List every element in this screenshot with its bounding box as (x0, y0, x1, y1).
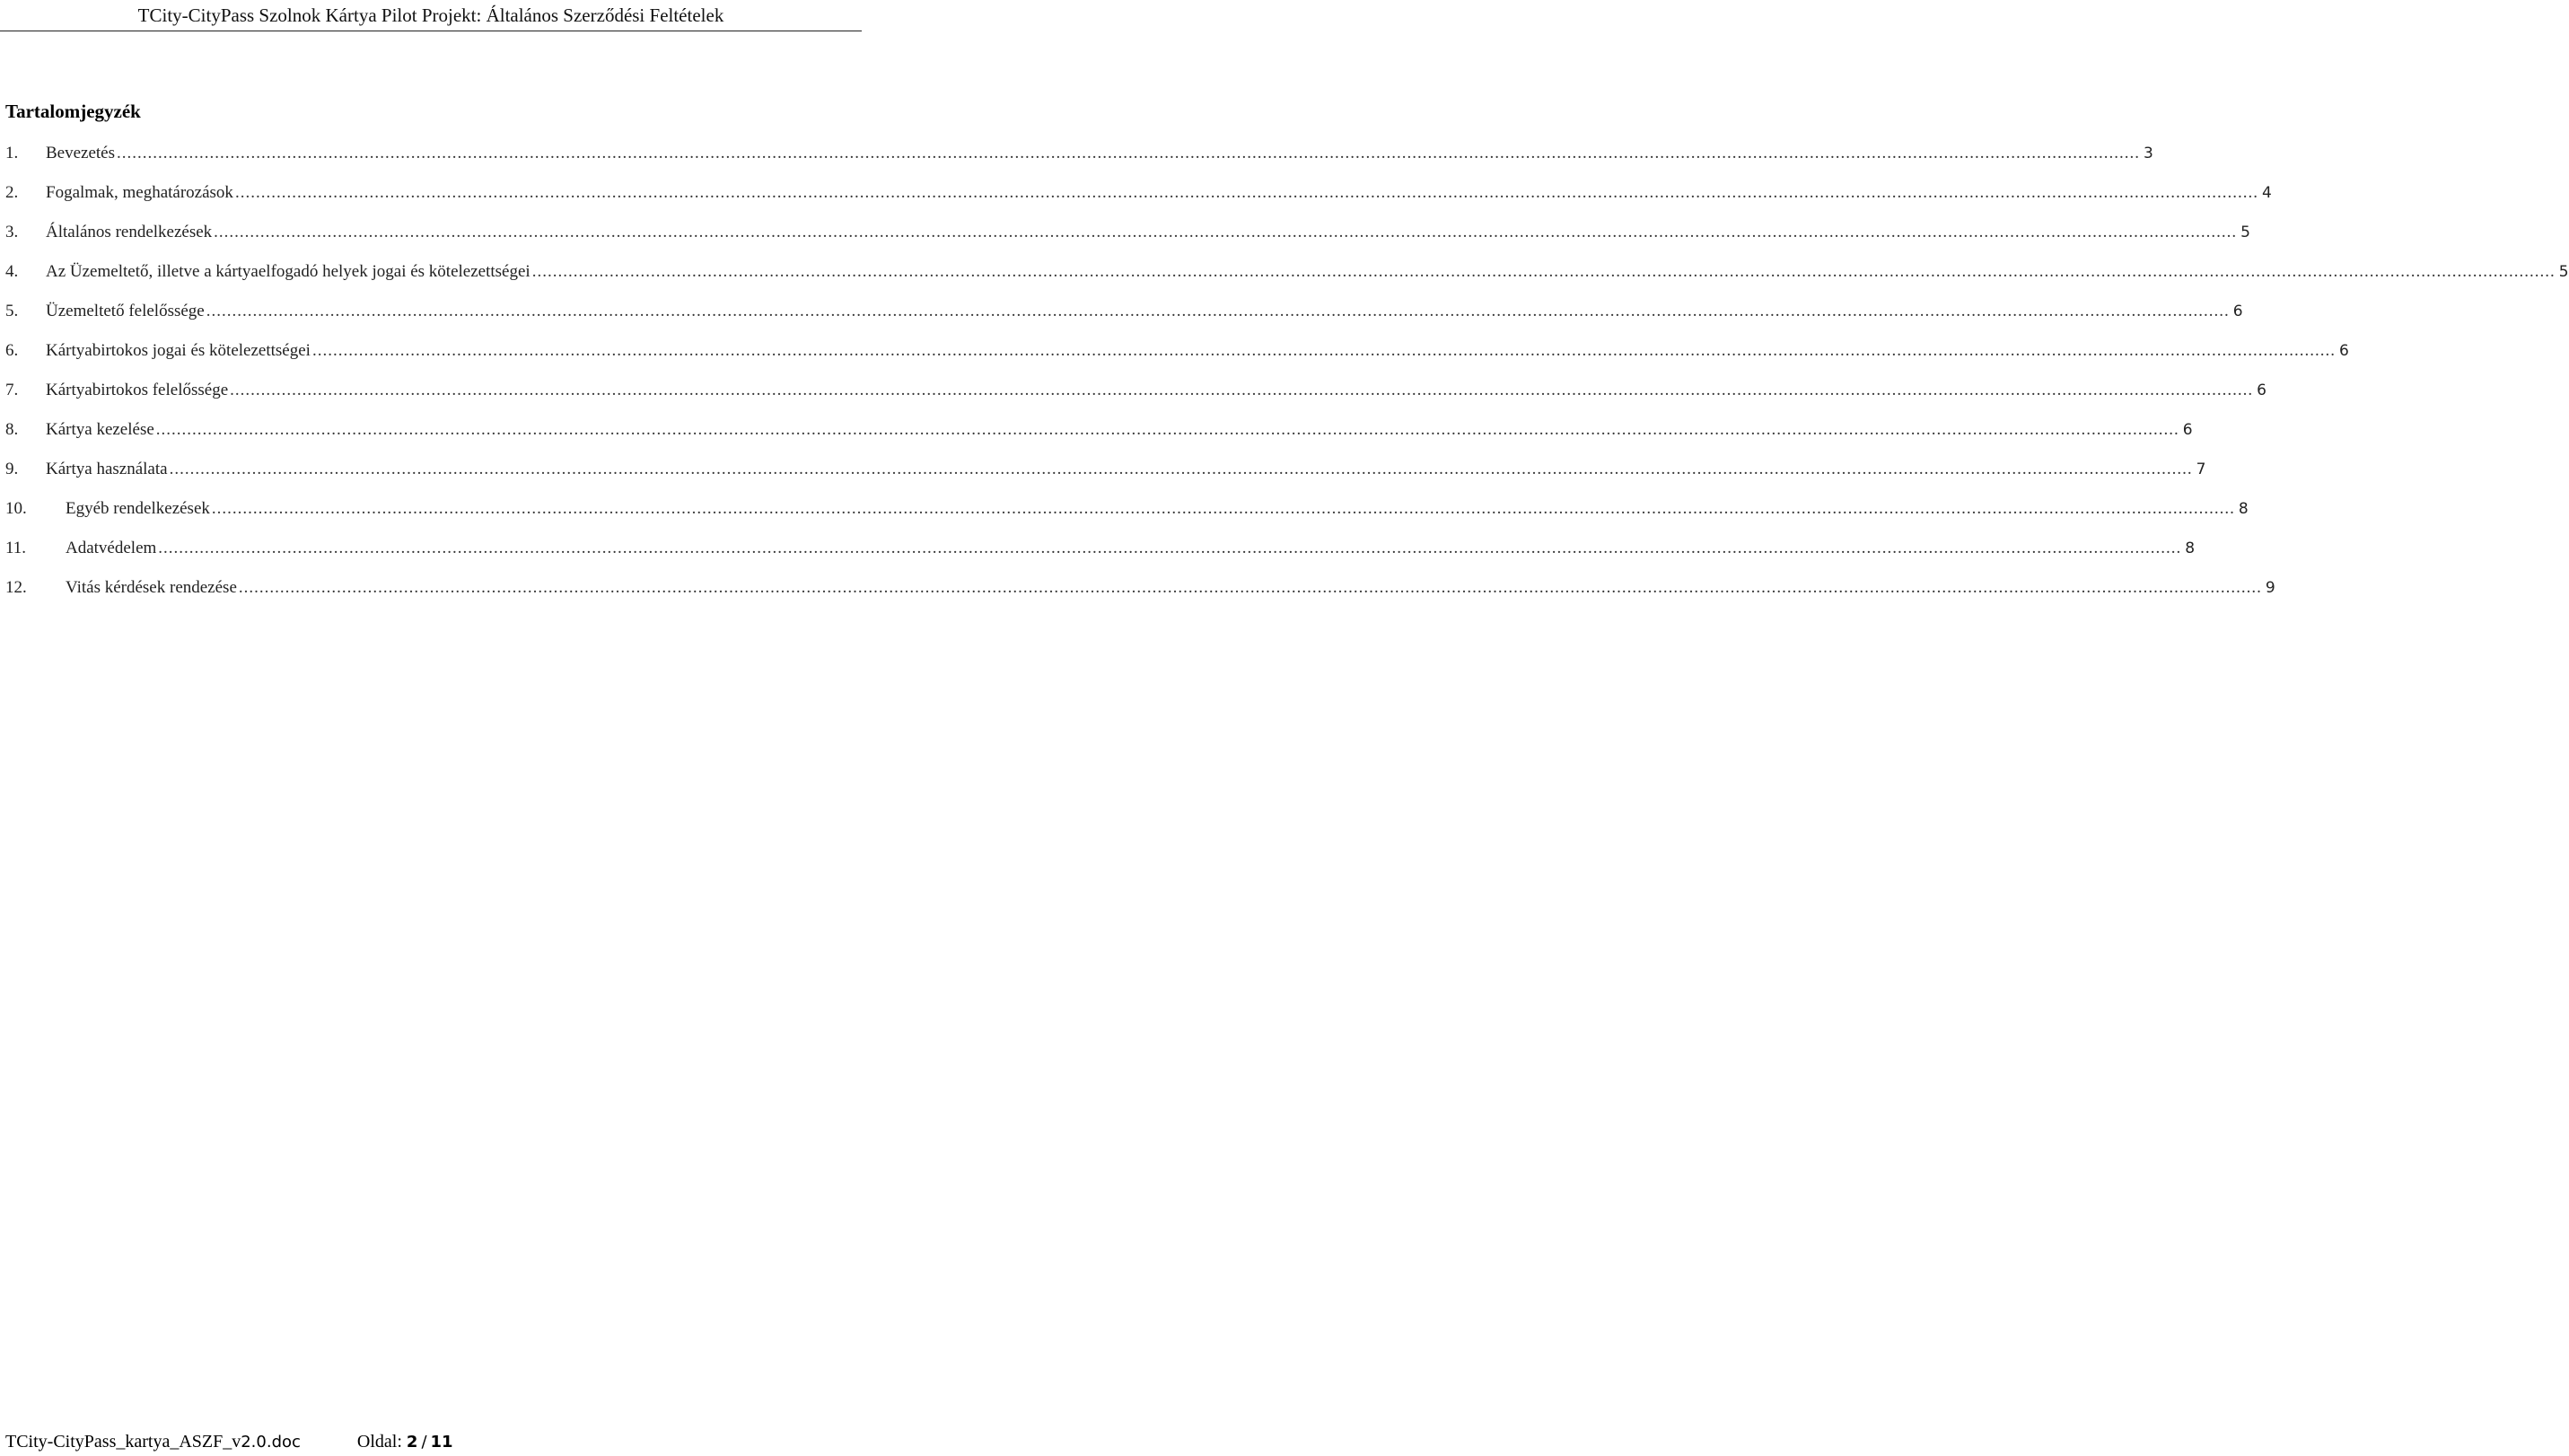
toc-entry-number: 3. (5, 223, 19, 241)
toc-entry-11[interactable] (5, 539, 2196, 578)
toc-entry-number: 10. (5, 499, 27, 518)
toc-entry-1[interactable] (5, 144, 2153, 183)
toc-entry-10[interactable] (5, 499, 2249, 539)
toc-entry-number: 6. (5, 341, 19, 360)
table-of-contents (5, 144, 2569, 618)
toc-entry-2[interactable] (5, 183, 2272, 223)
toc-dot-leader: ........................................................................................................................................................................................................................................................................................................................................................................................................ (531, 262, 2556, 281)
toc-entry-3[interactable] (5, 223, 2250, 262)
footer-total-pages: 11 (430, 1433, 453, 1452)
toc-entry-page: 8 (2238, 500, 2249, 518)
toc-entry-title: Vitás kérdések rendezése (66, 578, 237, 597)
page-header (0, 0, 862, 31)
toc-entry-page: 6 (2257, 382, 2267, 399)
toc-dot-leader: ........................................................................................................................................................................................................................................................................................................................................................................................................ (234, 183, 2258, 202)
toc-dot-leader: ........................................................................................................................................................................................................................................................................................................................................................................................................ (230, 381, 2254, 399)
footer-current-page: 2 (406, 1433, 418, 1452)
toc-dot-leader: ........................................................................................................................................................................................................................................................................................................................................................................................................ (211, 499, 2235, 518)
page-footer (5, 1432, 849, 1452)
toc-entry-title: Egyéb rendelkezések (66, 499, 210, 518)
footer-page-separator: / (421, 1433, 427, 1452)
toc-entry-title: Kártya kezelése (46, 420, 154, 439)
toc-entry-page: 3 (2144, 145, 2153, 162)
toc-entry-title: Üzemeltető felelőssége (46, 302, 205, 320)
toc-entry-number: 2. (5, 183, 19, 202)
toc-entry-page: 5 (2240, 224, 2250, 241)
toc-entry-9[interactable] (5, 460, 2206, 499)
toc-entry-title: Adatvédelem (66, 539, 157, 557)
toc-dot-leader: ........................................................................................................................................................................................................................................................................................................................................................................................................ (169, 460, 2193, 478)
toc-entry-page: 6 (2338, 342, 2349, 360)
toc-title: Tartalomjegyzék (5, 101, 141, 122)
toc-entry-number: 9. (5, 460, 19, 478)
toc-entry-page: 8 (2185, 539, 2196, 557)
toc-entry-number: 11. (5, 539, 27, 557)
toc-dot-leader: ........................................................................................................................................................................................................................................................................................................................................................................................................ (117, 144, 2141, 162)
toc-entry-title: Kártyabirtokos felelőssége (46, 381, 229, 399)
toc-dot-leader: ........................................................................................................................................................................................................................................................................................................................................................................................................ (311, 341, 2336, 360)
toc-entry-page: 7 (2196, 460, 2206, 478)
toc-entry-page: 6 (2232, 303, 2243, 320)
toc-entry-page: 4 (2261, 184, 2272, 202)
toc-entry-title: Kártyabirtokos jogai és kötelezettségei (46, 341, 311, 360)
toc-entry-page: 9 (2265, 579, 2275, 597)
toc-entry-page: 5 (2558, 263, 2569, 281)
toc-entry-number: 7. (5, 381, 19, 399)
toc-dot-leader: ........................................................................................................................................................................................................................................................................................................................................................................................................ (158, 539, 2182, 557)
toc-entry-5[interactable] (5, 302, 2243, 341)
toc-entry-title: Bevezetés (46, 144, 116, 162)
footer-filename-prefix: TCity-CityPass_kartya_ASZF_v (5, 1432, 241, 1452)
toc-entry-title: Kártya használata (46, 460, 168, 478)
toc-entry-number: 5. (5, 302, 19, 320)
toc-dot-leader: ........................................................................................................................................................................................................................................................................................................................................................................................................ (214, 223, 2238, 241)
toc-entry-title: Általános rendelkezések (46, 223, 213, 241)
toc-entry-number: 4. (5, 262, 19, 281)
toc-entry-number: 12. (5, 578, 27, 597)
toc-entry-7[interactable] (5, 381, 2267, 420)
toc-entry-number: 1. (5, 144, 19, 162)
footer-page-label: Oldal: (356, 1432, 402, 1452)
toc-entry-title: Az Üzemeltető, illetve a kártyaelfogadó helyek jogai és kötelezettségei (46, 262, 530, 281)
toc-dot-leader: ........................................................................................................................................................................................................................................................................................................................................................................................................ (238, 578, 2262, 597)
header-title: TCity-CityPass Szolnok Kártya Pilot Projekt: Általános Szerződési Feltételek (137, 4, 724, 26)
toc-entry-title: Fogalmak, meghatározások (46, 183, 233, 202)
toc-entry-6[interactable] (5, 341, 2349, 381)
footer-filename-version: 2.0.doc (241, 1433, 301, 1452)
toc-entry-12[interactable] (5, 578, 2275, 618)
toc-entry-4[interactable] (5, 262, 2569, 302)
toc-dot-leader: ........................................................................................................................................................................................................................................................................................................................................................................................................ (155, 420, 2179, 439)
footer-page-number (357, 1432, 453, 1452)
toc-entry-8[interactable] (5, 420, 2193, 460)
toc-dot-leader: ........................................................................................................................................................................................................................................................................................................................................................................................................ (206, 302, 2230, 320)
toc-entry-number: 8. (5, 420, 19, 439)
footer-filename (5, 1432, 301, 1452)
toc-entry-page: 6 (2182, 421, 2193, 439)
